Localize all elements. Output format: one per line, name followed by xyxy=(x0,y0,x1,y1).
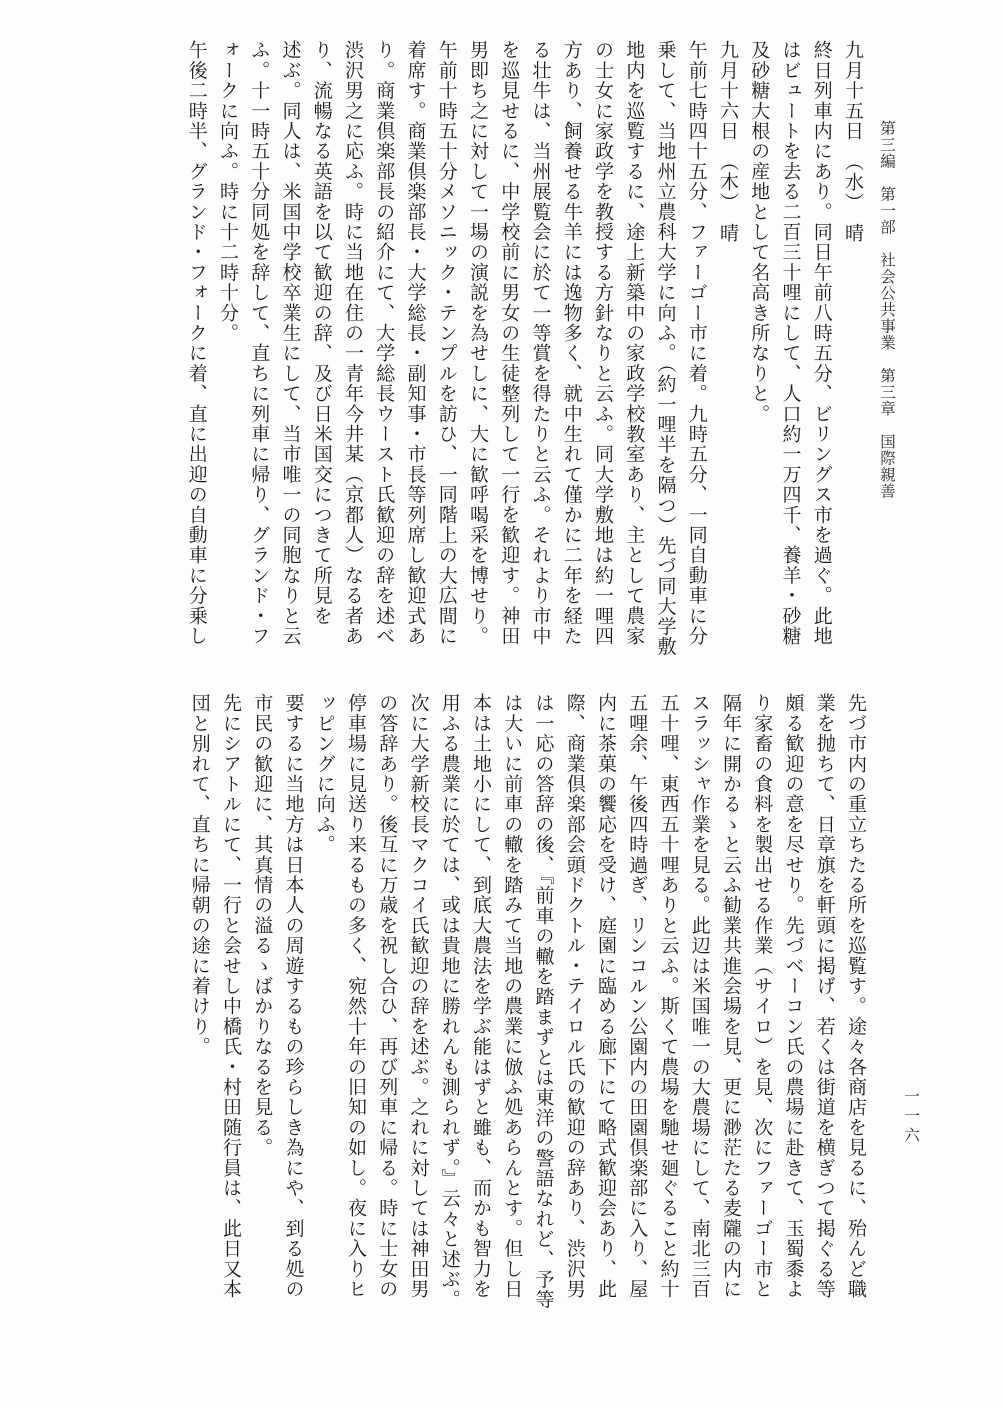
upper-text-column: の士女に家政学を教授する方針なりと云ふ。同大学敷地は約一哩四 xyxy=(592,40,614,646)
lower-text-column: ッピングに向ふ。 xyxy=(313,693,336,855)
upper-text-column: 九月十五日 （水） 晴 xyxy=(842,40,864,244)
lower-text-column: 用ふる農業に於ては、或は貴地に勝れんも測られず。』云々と述ぶ。 xyxy=(438,693,461,1310)
lower-text-column: 次に大学新校長マクコイ氏歓迎の辞を述ぶ。之れに対しては神田男 xyxy=(407,693,430,1299)
upper-text-column: 方あり、飼養せる牛羊には逸物多く、就中生れて僅かに二年を経た xyxy=(560,40,583,646)
lower-text-column: 内に茶菓の饗応を受け、庭園に臨める廊下にて略式歓迎会あり、此 xyxy=(595,693,617,1299)
lower-text-column: 要するに当地方は日本人の周遊するもの珍らしき為にや、到る処の xyxy=(282,693,305,1299)
upper-text-column: る壮牛は、当州展覧会に於て一等賞を得たりと云ふ。それより市中 xyxy=(529,40,552,646)
lower-text-column: 隔年に開かるゝと云ふ勧業共進会場を見、更に渺茫たる麦隴の内に xyxy=(720,693,742,1299)
lower-text-column: 五十哩、東西五十哩ありと云ふ。斯くて農場を馳せ廻ぐること約十 xyxy=(657,693,680,1299)
upper-text-column: り、流暢なる英語を以て歓迎の辞、及び日米国交につきて所見を xyxy=(310,40,333,626)
upper-text-column: 述ぶ。同人は、米国中学校卒業生にして、当市唯一の同胞なりと云 xyxy=(279,40,302,646)
lower-text-column: り家畜の食料を製出せる作業（サイロ）を見、次にファーゴー市と xyxy=(751,693,774,1299)
upper-text-column: 午前十時五十分メソニック・テンプルを訪ひ、一同階上の大広間に xyxy=(435,40,458,646)
lower-text-column: 停車場に見送り来るもの多く、宛然十年の旧知の如し。夜に入りヒ xyxy=(345,693,367,1299)
running-head: 第三編 第一部 社会公共事業 第三章 国際親善 xyxy=(878,120,896,500)
upper-text-column: 着席す。商業倶楽部長・大学総長・副知事・市長等列席し歓迎式あ xyxy=(404,40,427,646)
lower-text-column: 本は土地小にして、到底大農法を学ぶ能はずと雖も、而かも智力を xyxy=(470,693,492,1299)
lower-text-column: 先づ市内の重立ちたる所を巡覧す。途々各商店を見るに、殆んど職 xyxy=(845,693,867,1299)
upper-text-column: 及砂糖大根の産地として名高き所なりと。 xyxy=(748,40,771,424)
upper-text-column: はビュートを去る二百三十哩にして、人口約一万四千、養羊・砂糖 xyxy=(779,40,802,646)
upper-text-column: ォークに向ふ。時に十二時十分。 xyxy=(217,40,239,343)
upper-text-column: 午後二時半、グランド・フォークに着、直に出迎の自動車に分乗し xyxy=(185,40,208,646)
lower-text-column: 団と別れて、直ちに帰朝の途に着けり。 xyxy=(188,693,211,1057)
lower-text-column: 際、商業倶楽部会頭ドクトル・テイロル氏の歓迎の辞あり、渋沢男 xyxy=(563,693,586,1299)
upper-text-column: 九月十六日 （木） 晴 xyxy=(717,40,739,244)
lower-text-column: 業を抛ちて、日章旗を軒頭に掲げ、若くは街道を横ぎつて掲ぐる等 xyxy=(813,693,836,1299)
lower-text-column: は大いに前車の轍を踏みて当地の農業に倣ふ処あらんとす。但し日 xyxy=(501,693,524,1299)
lower-text-column: 頗る歓迎の意を尽せり。先づベーコン氏の農場に赴きて、玉蜀黍よ xyxy=(782,693,805,1299)
upper-text-column: 男即ち之に対して一場の演説を為せしに、大に歓呼喝采を博せり。 xyxy=(467,40,489,646)
upper-text-column: を巡見せるに、中学校前に男女の生徒整列して一行を歓迎す。神田 xyxy=(498,40,521,646)
lower-text-column: は一応の答辞の後、『前車の轍を踏まずとは東洋の警語なれど、予等 xyxy=(532,693,555,1310)
upper-text-column: り。商業倶楽部長の紹介にて、大学総長ウースト氏歓迎の辞を述べ xyxy=(373,40,396,646)
page-number: 一一六 xyxy=(902,1088,920,1147)
lower-text-column: スラッシャ作業を見る。此辺は米国唯一の大農場にして、南北三百 xyxy=(688,693,711,1299)
upper-text-column: 地内を巡覧するに、途上新築中の家政学校教室あり、主として農家 xyxy=(623,40,646,646)
upper-text-column: ふ。十一時五十分同処を辞して、直ちに列車に帰り、グランド・フ xyxy=(248,40,271,646)
upper-text-column: 午前七時四十五分、ファーゴー市に着。九時五分、一同自動車に分 xyxy=(685,40,708,646)
upper-text-column: 乗して、当地州立農科大学に向ふ。（約一哩半を隔つ）先づ同大学敷 xyxy=(654,40,677,657)
lower-text-column: 市民の歓迎に、其真情の溢るゝばかりなるを見る。 xyxy=(251,693,274,1158)
lower-text-column: の答辞あり。後互に万歳を祝し合ひ、再び列車に帰る。時に士女の xyxy=(376,693,399,1299)
upper-text-column: 渋沢男之に応ふ。時に当地在住の一青年今井某（京都人）なる者あ xyxy=(342,40,364,646)
lower-text-column: 五哩余、午後四時過ぎ、リンコルン公園内の田園倶楽部に入り、屋 xyxy=(626,693,649,1299)
lower-text-column: 先にシアトルにて、一行と会せし中橋氏・村田随行員は、此日又本 xyxy=(220,693,242,1299)
upper-text-column: 終日列車内にあり。同日午前八時五分、ビリングス市を過ぐ。此地 xyxy=(810,40,833,646)
